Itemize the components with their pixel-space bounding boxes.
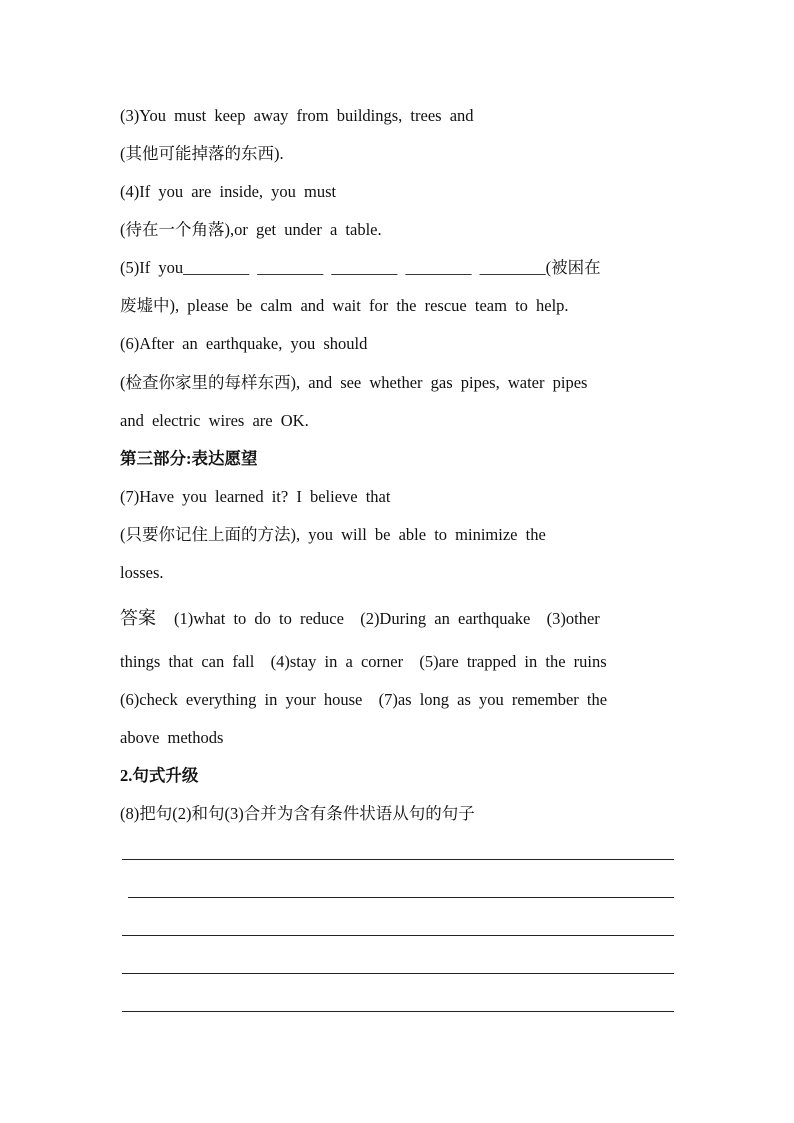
sentence-7-hint: (只要你记住上面的方法), you will be able to minimize the — [120, 525, 546, 544]
sentence-6-line: (6)After an earthquake, you should — [120, 334, 368, 353]
answer-blank-line[interactable] — [122, 935, 674, 936]
answer-line-2: things that can fall (4)stay in a corner (5)are trapped in the ruins — [120, 652, 607, 671]
section-2-title: 2.句式升级 — [120, 766, 199, 785]
answer-blank-line[interactable] — [122, 1011, 674, 1012]
sentence-4-line: (4)If you are inside, you must — [120, 182, 337, 201]
answer-line-3: (6)check everything in your house (7)as long as you remember the — [120, 690, 608, 709]
sentence-7-continuation: losses. — [120, 563, 164, 582]
answer-label: 答案 — [120, 608, 156, 628]
sentence-5-line: (5)If you________ ________ ________ ________ ________(被困在 — [120, 258, 601, 277]
sentence-6-hint: (检查你家里的每样东西), and see whether gas pipes, water pipes — [120, 373, 588, 392]
sentence-6-continuation: and electric wires are OK. — [120, 411, 309, 430]
sentence-3-hint: (其他可能掉落的东西). — [120, 144, 284, 163]
sentence-3-line: (3)You must keep away from buildings, trees and — [120, 106, 474, 125]
sentence-4-hint: (待在一个角落),or get under a table. — [120, 220, 382, 239]
part-three-heading: 第三部分:表达愿望 — [120, 449, 258, 468]
answer-text-1: (1)what to do to reduce (2)During an earthquake (3)other — [174, 609, 600, 628]
sentence-5-continuation: 废墟中), please be calm and wait for the rescue team to help. — [120, 296, 569, 315]
answer-blank-line[interactable] — [122, 859, 674, 860]
answer-blank-line[interactable] — [128, 897, 674, 898]
sentence-7-line: (7)Have you learned it? I believe that — [120, 487, 391, 506]
answer-line-4: above methods — [120, 728, 224, 747]
section-2-instruction: (8)把句(2)和句(3)合并为含有条件状语从句的句子 — [120, 804, 475, 823]
answer-line-1 — [120, 608, 600, 629]
answer-blank-line[interactable] — [122, 973, 674, 974]
